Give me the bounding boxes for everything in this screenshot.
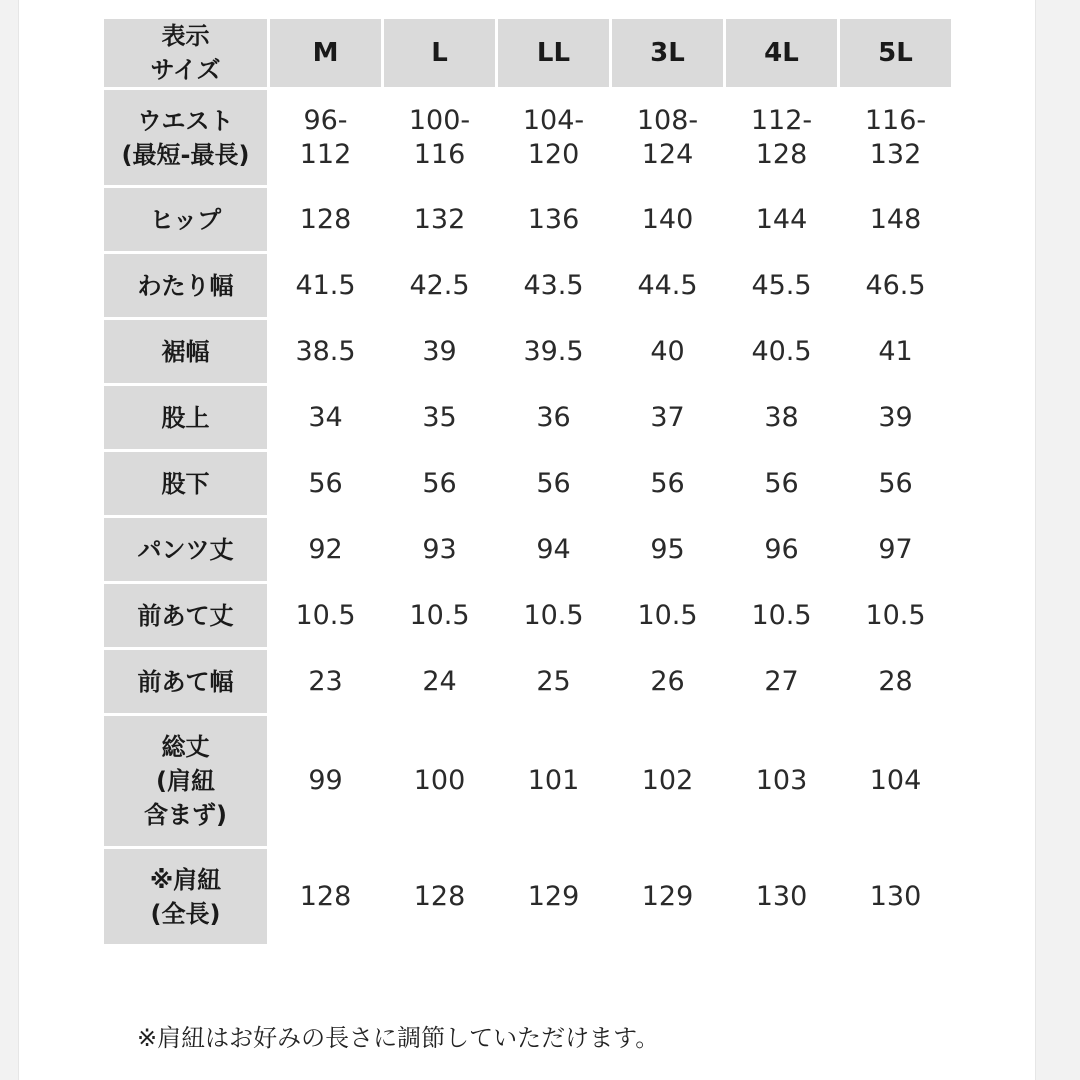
- table-cell: 26: [612, 650, 723, 713]
- table-cell: 43.5: [498, 254, 609, 317]
- row-label-thigh-width: わたり幅: [104, 254, 267, 317]
- table-cell: 38: [726, 386, 837, 449]
- table-cell: 100: [384, 716, 495, 846]
- size-header-l: L: [384, 19, 495, 87]
- table-cell: 37: [612, 386, 723, 449]
- table-cell: 34: [270, 386, 381, 449]
- table-cell: 27: [726, 650, 837, 713]
- table-cell: 95: [612, 518, 723, 581]
- row-label-waist: ウエスト (最短-最長): [104, 90, 267, 185]
- table-cell: 148: [840, 188, 951, 251]
- table-cell: 39: [384, 320, 495, 383]
- table-cell: 44.5: [612, 254, 723, 317]
- table-cell: 144: [726, 188, 837, 251]
- table-row-rise: [104, 386, 951, 449]
- table-cell: 39: [840, 386, 951, 449]
- table-cell: 41.5: [270, 254, 381, 317]
- table-cell: 36: [498, 386, 609, 449]
- table-row-hip: [104, 188, 951, 251]
- table-cell: 129: [498, 849, 609, 944]
- table-cell: 23: [270, 650, 381, 713]
- shoulder-strap-note: ※肩紐はお好みの長さに調節していただけます。: [137, 1024, 660, 1052]
- header-row: [104, 19, 951, 87]
- row-label-bib-width: 前あて幅: [104, 650, 267, 713]
- table-cell: 56: [270, 452, 381, 515]
- table-row-thigh-width: [104, 254, 951, 317]
- table-cell: 10.5: [612, 584, 723, 647]
- table-cell: 130: [726, 849, 837, 944]
- table-cell: 35: [384, 386, 495, 449]
- table-cell: 100- 116: [384, 90, 495, 185]
- table-cell: 42.5: [384, 254, 495, 317]
- table-cell: 94: [498, 518, 609, 581]
- size-chart-table: [101, 16, 954, 947]
- size-header-5l: 5L: [840, 19, 951, 87]
- table-cell: 132: [384, 188, 495, 251]
- table-cell: 96: [726, 518, 837, 581]
- table-cell: 116- 132: [840, 90, 951, 185]
- table-cell: 108- 124: [612, 90, 723, 185]
- table-cell: 56: [726, 452, 837, 515]
- table-cell: 112- 128: [726, 90, 837, 185]
- table-cell: 102: [612, 716, 723, 846]
- table-row-hem-width: [104, 320, 951, 383]
- table-cell: 96- 112: [270, 90, 381, 185]
- row-label-pants-length: パンツ丈: [104, 518, 267, 581]
- row-label-shoulder-strap: ※肩紐 (全長): [104, 849, 267, 944]
- table-cell: 38.5: [270, 320, 381, 383]
- table-cell: 10.5: [270, 584, 381, 647]
- size-header-4l: 4L: [726, 19, 837, 87]
- table-cell: 93: [384, 518, 495, 581]
- table-cell: 56: [498, 452, 609, 515]
- table-row-total-length: [104, 716, 951, 846]
- table-row-shoulder-strap: [104, 849, 951, 944]
- size-header-3l: 3L: [612, 19, 723, 87]
- row-label-bib-length: 前あて丈: [104, 584, 267, 647]
- table-cell: 10.5: [840, 584, 951, 647]
- row-label-hem-width: 裾幅: [104, 320, 267, 383]
- table-cell: 128: [270, 188, 381, 251]
- table-cell: 24: [384, 650, 495, 713]
- table-cell: 130: [840, 849, 951, 944]
- table-cell: 128: [384, 849, 495, 944]
- table-cell: 128: [270, 849, 381, 944]
- table-cell: 10.5: [726, 584, 837, 647]
- table-cell: 104: [840, 716, 951, 846]
- table-row-bib-length: [104, 584, 951, 647]
- table-cell: 104- 120: [498, 90, 609, 185]
- table-cell: 28: [840, 650, 951, 713]
- page: [18, 0, 1036, 1080]
- table-cell: 10.5: [384, 584, 495, 647]
- table-cell: 40: [612, 320, 723, 383]
- size-header-m: M: [270, 19, 381, 87]
- row-label-total-length: 総丈 (肩紐 含まず): [104, 716, 267, 846]
- corner-header: 表示 サイズ: [104, 19, 267, 87]
- table-cell: 45.5: [726, 254, 837, 317]
- table-cell: 10.5: [498, 584, 609, 647]
- table-cell: 40.5: [726, 320, 837, 383]
- table-row-bib-width: [104, 650, 951, 713]
- table-row-waist: [104, 90, 951, 185]
- table-row-pants-length: [104, 518, 951, 581]
- table-cell: 41: [840, 320, 951, 383]
- table-row-inseam: [104, 452, 951, 515]
- table-cell: 56: [612, 452, 723, 515]
- table-cell: 92: [270, 518, 381, 581]
- row-label-hip: ヒップ: [104, 188, 267, 251]
- size-header-ll: LL: [498, 19, 609, 87]
- row-label-inseam: 股下: [104, 452, 267, 515]
- table-cell: 97: [840, 518, 951, 581]
- table-cell: 129: [612, 849, 723, 944]
- table-cell: 101: [498, 716, 609, 846]
- table-cell: 136: [498, 188, 609, 251]
- table-cell: 140: [612, 188, 723, 251]
- table-cell: 39.5: [498, 320, 609, 383]
- table-cell: 103: [726, 716, 837, 846]
- row-label-rise: 股上: [104, 386, 267, 449]
- table-cell: 99: [270, 716, 381, 846]
- table-cell: 56: [384, 452, 495, 515]
- table-cell: 56: [840, 452, 951, 515]
- table-cell: 46.5: [840, 254, 951, 317]
- table-cell: 25: [498, 650, 609, 713]
